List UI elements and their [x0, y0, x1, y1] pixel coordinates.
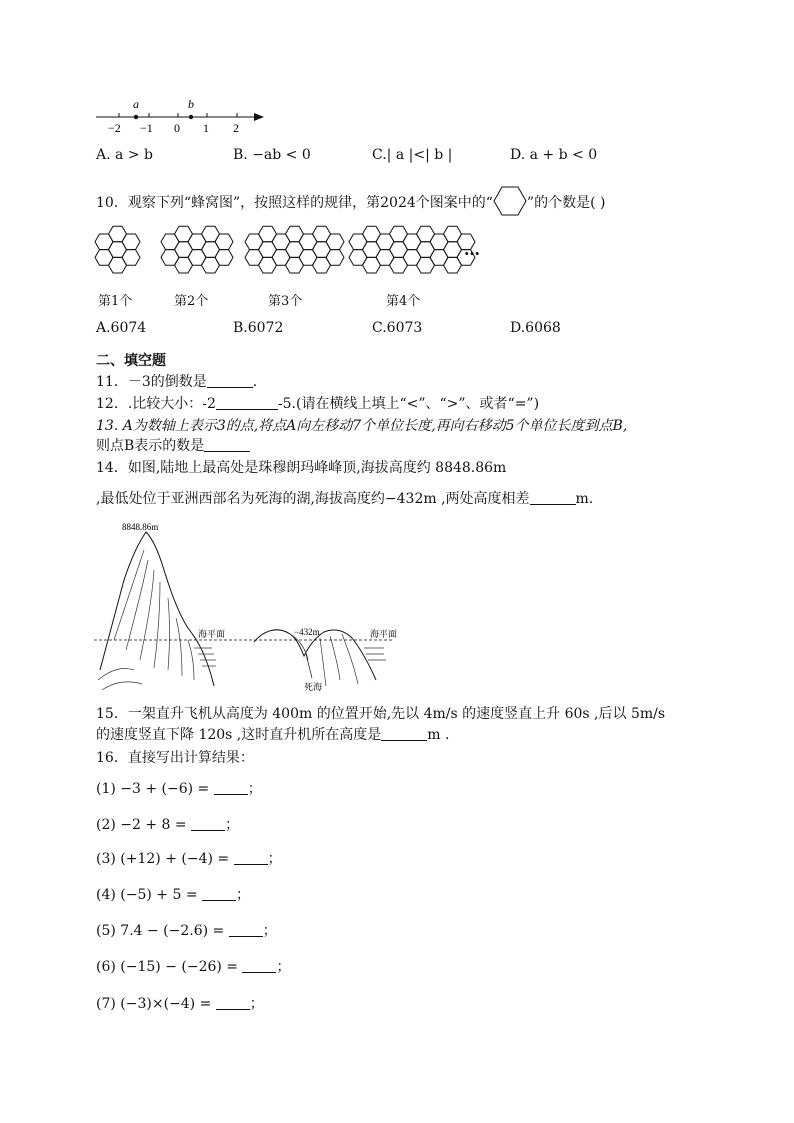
- q10-option-a: A.6074: [96, 320, 147, 336]
- q9-option-c: C.| a |<| b |: [372, 147, 453, 163]
- q10-text-before: 10．观察下列“蜂窝图”，按照这样的规律，第2024个图案中的“: [96, 195, 493, 211]
- q16-title: 16．直接写出计算结果：: [96, 750, 254, 766]
- end-mark: ；: [236, 887, 251, 903]
- answer-blank: [191, 816, 225, 831]
- q16-item-2: [96, 816, 239, 834]
- dead-sea-label: 死海: [304, 682, 323, 692]
- q16-item-7: [96, 995, 264, 1013]
- q10-option-b: B.6072: [233, 320, 284, 336]
- q16-expression: (4) (−5) + 5 =: [96, 887, 198, 903]
- q13-line1: 13. A为数轴上表示3的点,将点A向左移动7个单位长度,再向右移动5个单位长度到点B,: [96, 418, 628, 434]
- number-line-figure: [92, 96, 272, 138]
- honeycomb-cell: [215, 250, 233, 266]
- q14-line1: 14．如图,陆地上最高处是珠穆朗玛峰峰顶,海拔高度约 8848.86m: [96, 460, 507, 476]
- q9-option-d: D. a + b < 0: [510, 147, 598, 163]
- q15-line1: 15．一架直升飞机从高度为 400m 的位置开始,先以 4m/s 的速度竖直上升 60s ,后以 5m/s: [96, 706, 666, 722]
- point-b-dot: [189, 115, 193, 119]
- q16-expression: (7) (−3)×(−4) =: [96, 996, 212, 1012]
- q16-item-6: [96, 958, 290, 976]
- q16-expression: (5) 7.4 − (−2.6) =: [96, 923, 225, 939]
- q16-expression: (6) (−15) − (−26) =: [96, 959, 239, 975]
- sea-level-label-right: 海平面: [370, 629, 398, 639]
- sea-level-label-left: 海平面: [198, 629, 226, 639]
- caption-4: 第4个: [386, 294, 421, 309]
- q11-tail: .: [252, 374, 258, 390]
- q9-option-a: A. a > b: [96, 147, 153, 163]
- tick-label: −1: [140, 121, 153, 135]
- q12-tail: -5.(请在横线上填上“<”、“>”、或者“=”): [277, 396, 540, 412]
- tick-label: 2: [233, 121, 239, 135]
- end-mark: ；: [267, 851, 282, 867]
- q10-option-c: C.6073: [372, 320, 423, 336]
- end-mark: ；: [276, 959, 291, 975]
- q14-line2: [96, 490, 593, 508]
- q10-text-after: ”的个数是( ): [526, 195, 606, 211]
- end-mark: ；: [249, 996, 264, 1012]
- q12-text: 12．.比较大小：-2: [96, 396, 216, 412]
- q11: [96, 373, 257, 391]
- q10-option-d: D.6068: [510, 320, 561, 336]
- q16-item-1: [96, 780, 262, 798]
- ellipsis: …: [464, 240, 480, 259]
- answer-blank: [214, 780, 248, 795]
- tick-label: 1: [203, 121, 209, 135]
- caption-1: 第1个: [98, 294, 133, 309]
- honeycomb-cell: [326, 234, 344, 250]
- answer-blank: [216, 995, 250, 1010]
- end-mark: ；: [225, 817, 240, 833]
- q15-tail: m .: [427, 727, 450, 743]
- q16-expression: (3) (+12) + (−4) =: [96, 851, 230, 867]
- honeycomb-cell: [122, 250, 140, 266]
- q15-text: 的速度竖直下降 120s ,这时直升机所在高度是: [96, 727, 382, 743]
- q11-text: 11．－3的倒数是: [96, 374, 207, 390]
- honeycomb-figures: [90, 218, 490, 280]
- point-b-label: b: [188, 97, 194, 111]
- peak-label: 8848.86m: [122, 522, 159, 532]
- honeycomb-cell: [215, 234, 233, 250]
- mountain-deadsea-figure: [94, 520, 414, 696]
- answer-blank: [204, 437, 250, 452]
- answer-blank: [202, 886, 236, 901]
- answer-blank: [381, 726, 427, 741]
- honeycomb-cell: [326, 250, 344, 266]
- q9-option-b: B. −ab < 0: [233, 147, 311, 163]
- answer-blank: [216, 395, 278, 410]
- end-mark: ；: [247, 781, 262, 797]
- answer-blank: [242, 958, 276, 973]
- q15-line2: [96, 726, 449, 744]
- point-a-label: a: [133, 97, 139, 111]
- honeycomb-cell: [122, 234, 140, 250]
- section-title: 二、填空题: [96, 353, 166, 369]
- low-point-label: −432m: [294, 627, 320, 637]
- q13-line2: [96, 437, 250, 455]
- end-mark: ；: [262, 923, 277, 939]
- point-a-dot: [134, 115, 138, 119]
- tick-label: −2: [108, 121, 121, 135]
- number-line-arrow: [254, 113, 264, 121]
- q16-expression: (1) −3 + (−6) =: [96, 781, 210, 797]
- answer-blank: [530, 490, 576, 505]
- q16-item-4: [96, 886, 250, 904]
- answer-blank: [207, 373, 253, 388]
- q16-item-3: [96, 850, 282, 868]
- q16-item-5: [96, 922, 277, 940]
- q14-text: ,最低处位于亚洲西部名为死海的湖,海拔高度约−432m ,两处高度相差: [96, 491, 530, 507]
- caption-3: 第3个: [268, 294, 303, 309]
- hexagon-icon: [493, 186, 527, 216]
- q16-expression: (2) −2 + 8 =: [96, 817, 187, 833]
- q13-text: 则点B表示的数是: [96, 438, 205, 454]
- q14-tail: m.: [575, 491, 594, 507]
- caption-2: 第2个: [174, 294, 209, 309]
- q12: [96, 395, 539, 413]
- answer-blank: [234, 850, 268, 865]
- tick-label: 0: [174, 121, 180, 135]
- answer-blank: [229, 922, 263, 937]
- q10-question: [96, 186, 605, 216]
